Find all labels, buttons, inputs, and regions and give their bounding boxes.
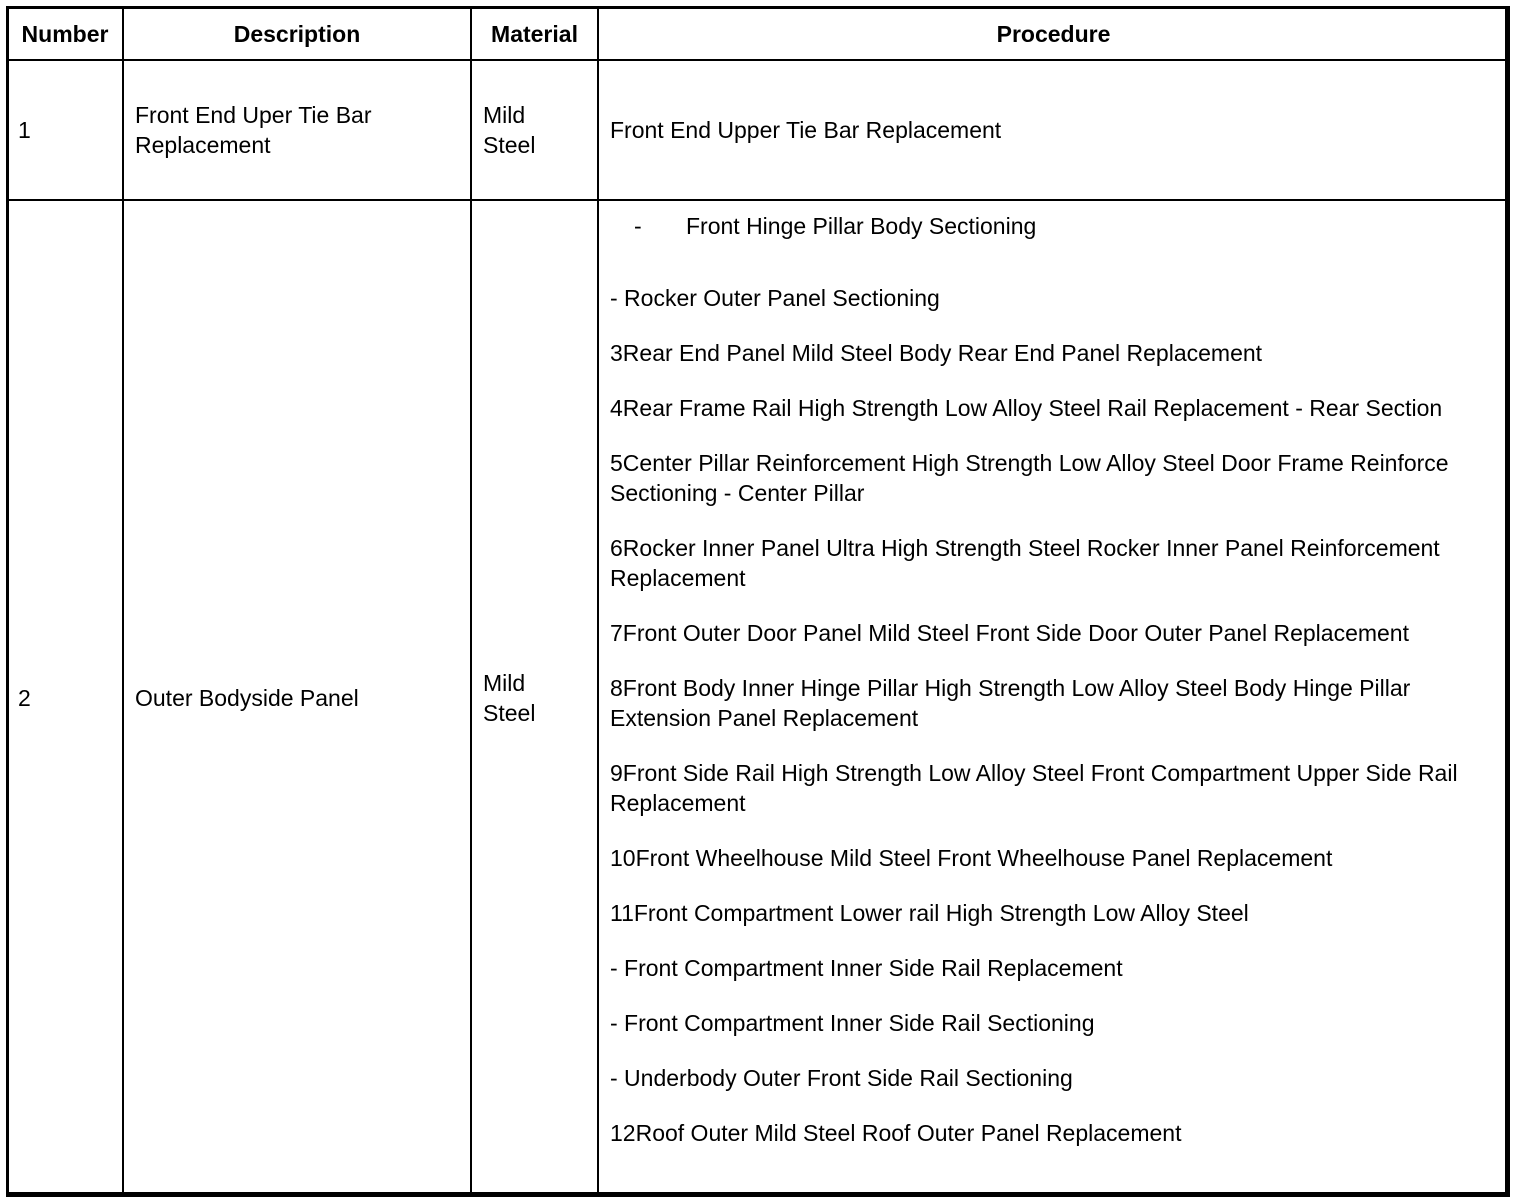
table-row (7, 60, 1509, 200)
procedure-item: 10Front Wheelhouse Mild Steel Front Wheelhouse Panel Replacement (610, 845, 1333, 871)
procedure-item: - Rocker Outer Panel Sectioning (610, 285, 940, 311)
procedure-item: 8Front Body Inner Hinge Pillar High Strength Low Alloy Steel Body Hinge Pillar Extension Panel Replacement (610, 675, 1411, 731)
material-text: Mild Steel (483, 102, 536, 158)
header-procedure: Procedure (598, 7, 1509, 60)
cell-number: 1 (7, 60, 123, 200)
procedure-item: 9Front Side Rail High Strength Low Alloy Steel Front Compartment Upper Side Rail Replacement (610, 760, 1458, 816)
header-number: Number (7, 7, 123, 60)
procedure-item: - Underbody Outer Front Side Rail Sectioning (610, 1065, 1073, 1091)
procedure-item: 11Front Compartment Lower rail High Strength Low Alloy Steel (610, 900, 1249, 926)
table-row (7, 200, 1509, 1196)
procedure-item: - Front Compartment Inner Side Rail Sectioning (610, 1010, 1095, 1036)
material-text: Mild Steel (483, 670, 536, 726)
cell-procedure-list (598, 200, 1509, 1196)
cell-description: Front End Uper Tie Bar Replacement (123, 60, 471, 200)
procedure-item: 4Rear Frame Rail High Strength Low Alloy Steel Rail Replacement - Rear Section (610, 395, 1443, 421)
procedure-item: 5Center Pillar Reinforcement High Strength Low Alloy Steel Door Frame Reinforce Sectioning - Center Pillar (610, 450, 1449, 506)
procedure-item: 7Front Outer Door Panel Mild Steel Front Side Door Outer Panel Replacement (610, 620, 1409, 646)
cell-description: Outer Bodyside Panel (123, 200, 471, 1196)
procedure-item: - Front Hinge Pillar Body Sectioning (610, 211, 1500, 241)
header-description: Description (123, 7, 471, 60)
procedure-item: 3Rear End Panel Mild Steel Body Rear End Panel Replacement (610, 340, 1263, 366)
procedure-item: 12Roof Outer Mild Steel Roof Outer Panel Replacement (610, 1120, 1182, 1146)
header-material: Material (471, 7, 598, 60)
cell-material (471, 60, 598, 200)
repair-procedure-table (6, 6, 1510, 1197)
procedure-item: - Front Compartment Inner Side Rail Replacement (610, 955, 1123, 981)
cell-material (471, 200, 598, 1196)
bullet-glyph: - (634, 213, 642, 239)
table-header-row (7, 7, 1509, 60)
cell-number: 2 (7, 200, 123, 1196)
cell-procedure: Front End Upper Tie Bar Replacement (598, 60, 1509, 200)
procedure-item: 6Rocker Inner Panel Ultra High Strength Steel Rocker Inner Panel Reinforcement Replacement (610, 535, 1440, 591)
